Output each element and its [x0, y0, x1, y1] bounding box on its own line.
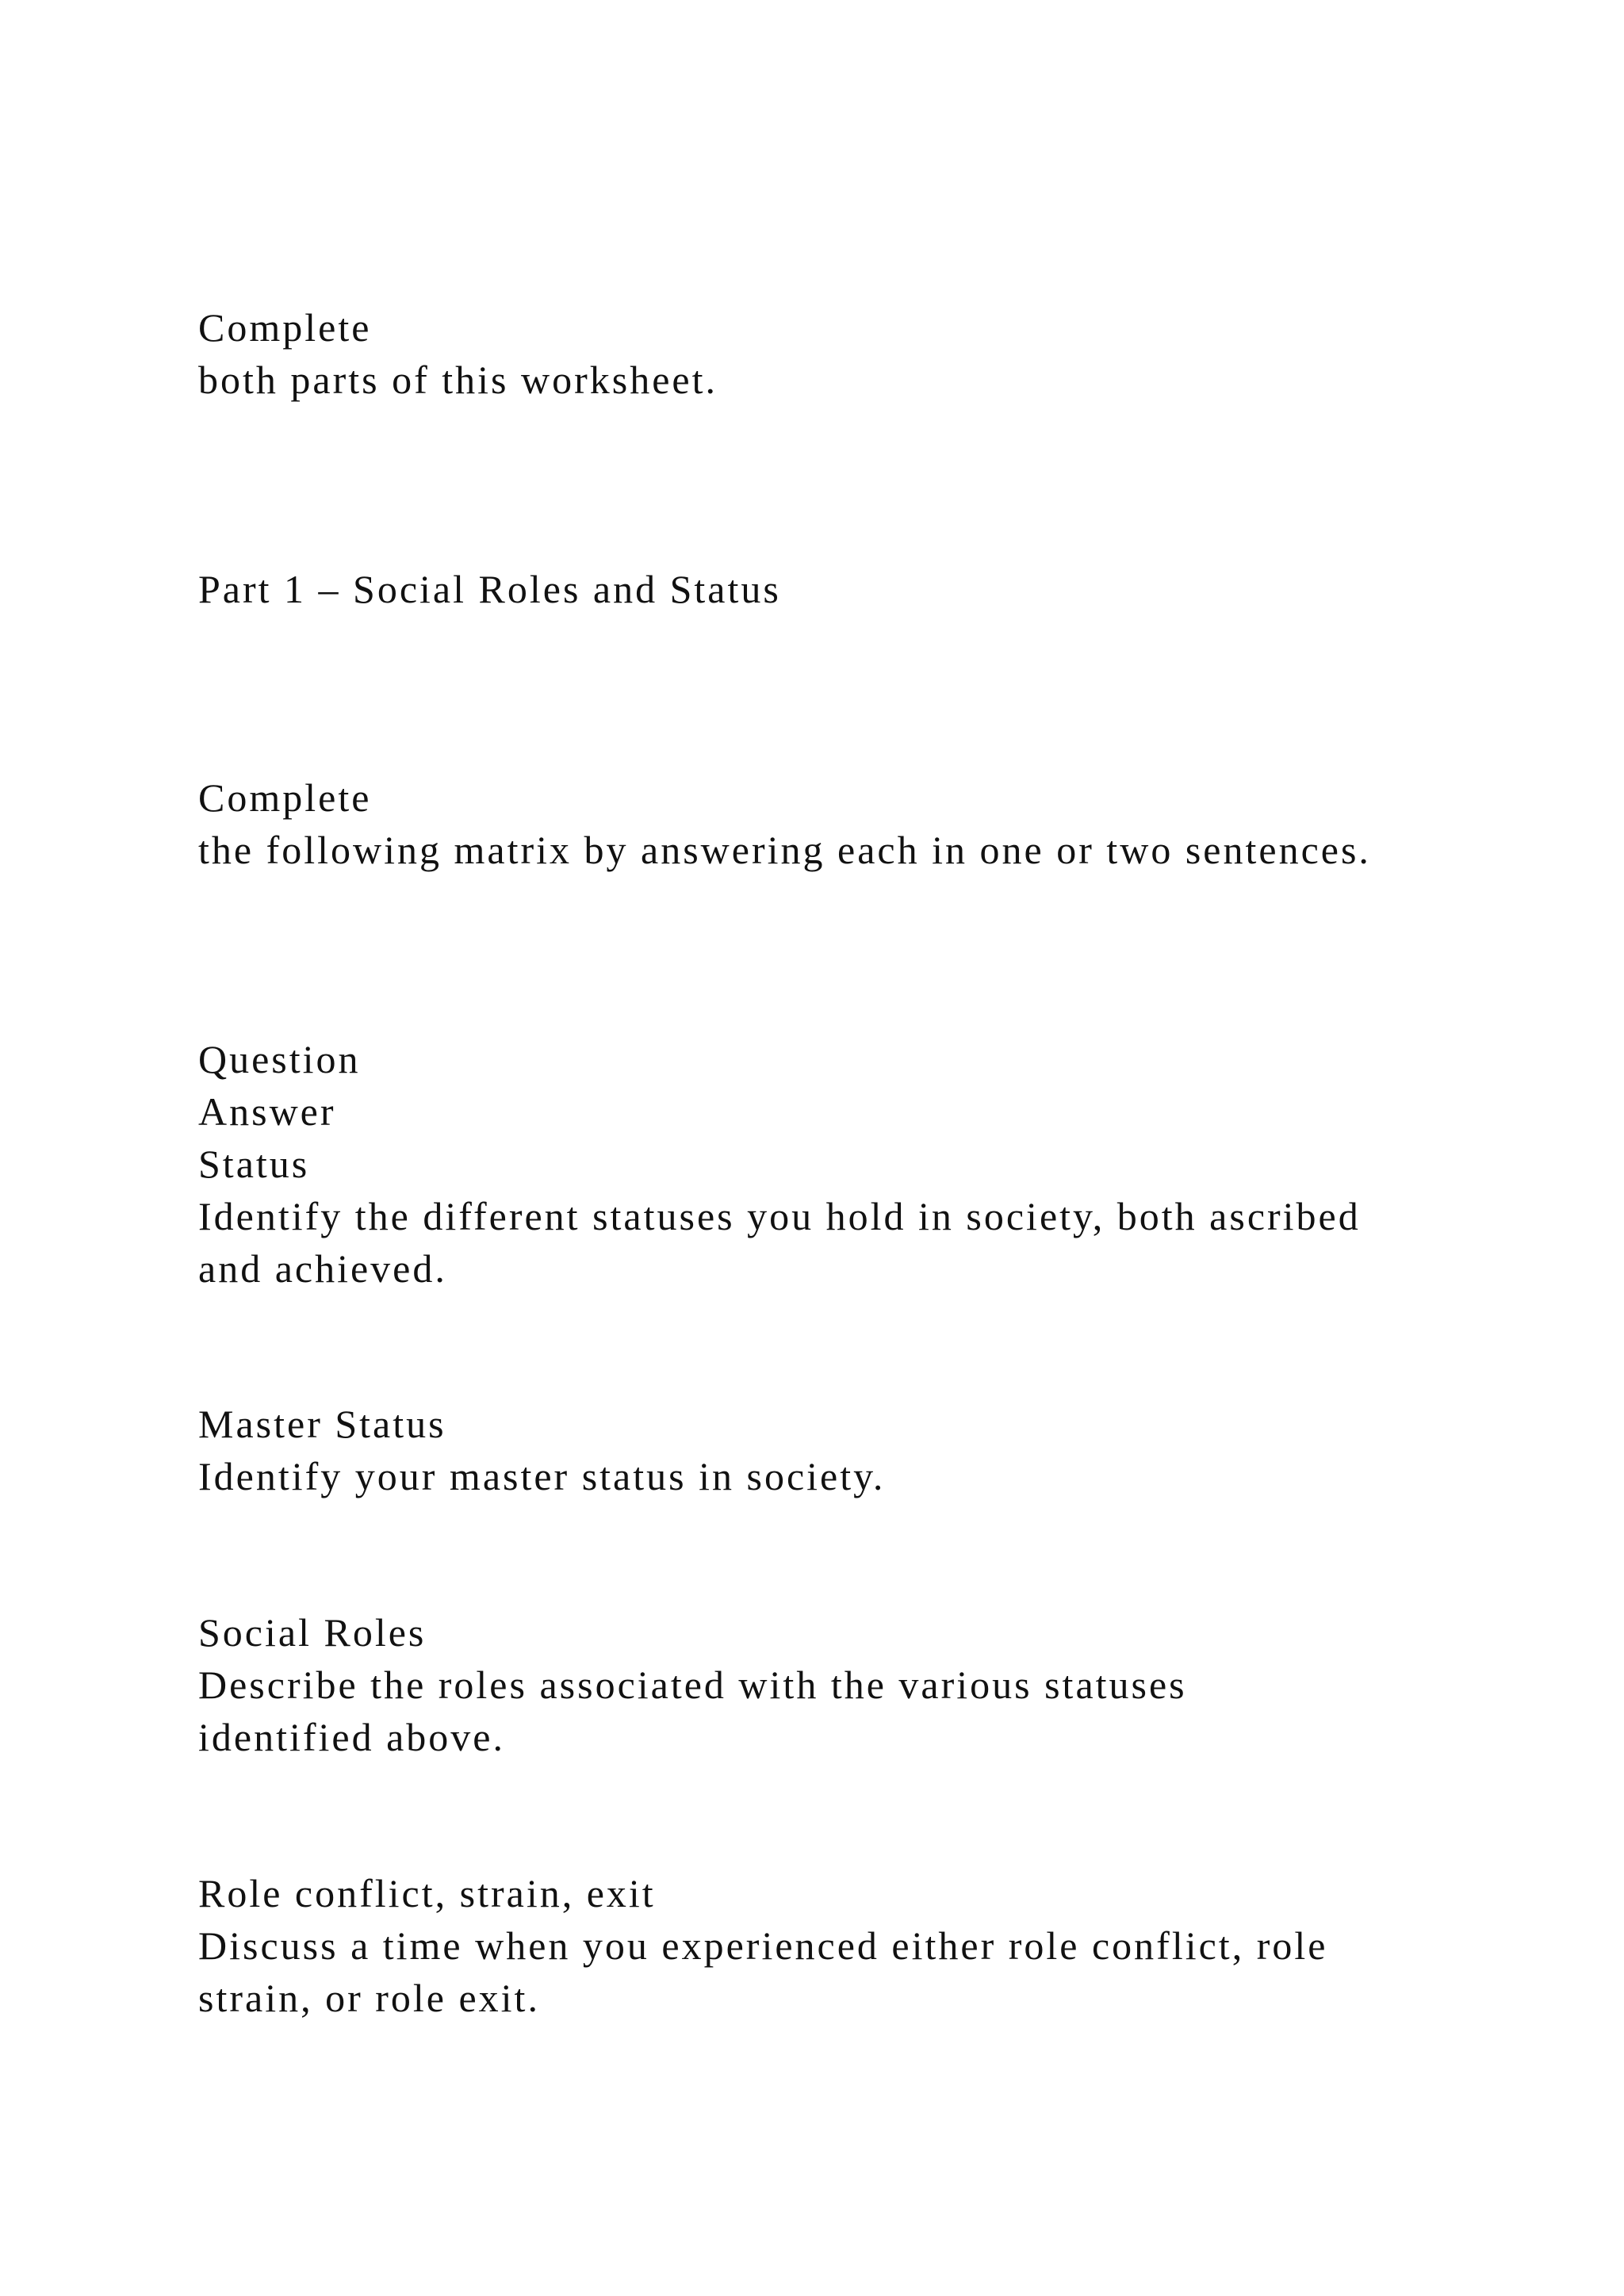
- row-role-conflict-title: Role conflict, strain, exit: [198, 1871, 656, 1915]
- row-social-roles-title: Social Roles: [198, 1610, 427, 1655]
- row-status-prompt-line-1: Identify the different statuses you hold in society, both ascribed: [198, 1194, 1361, 1238]
- matrix-header-question: Question: [198, 1037, 361, 1081]
- row-master-status-title: Master Status: [198, 1402, 446, 1446]
- intro-line-2: both parts of this worksheet.: [198, 358, 718, 402]
- row-status-title: Status: [198, 1142, 310, 1186]
- row-social-roles-prompt-line-1: Describe the roles associated with the various statuses: [198, 1663, 1187, 1707]
- intro-line-1: Complete: [198, 305, 372, 350]
- row-role-conflict-prompt-line-2: strain, or role exit.: [198, 1976, 540, 2020]
- row-master-status-prompt-line-1: Identify your master status in society.: [198, 1454, 886, 1498]
- row-status-prompt-line-2: and achieved.: [198, 1246, 447, 1291]
- part-1-heading: Part 1 – Social Roles and Status: [198, 567, 781, 611]
- row-social-roles-prompt-line-2: identified above.: [198, 1715, 505, 1759]
- matrix-header-answer: Answer: [198, 1089, 336, 1134]
- row-role-conflict-prompt-line-1: Discuss a time when you experienced either role conflict, role: [198, 1923, 1328, 1968]
- instruction-line-1: Complete: [198, 775, 372, 820]
- instruction-line-2: the following matrix by answering each in one or two sentences.: [198, 828, 1371, 872]
